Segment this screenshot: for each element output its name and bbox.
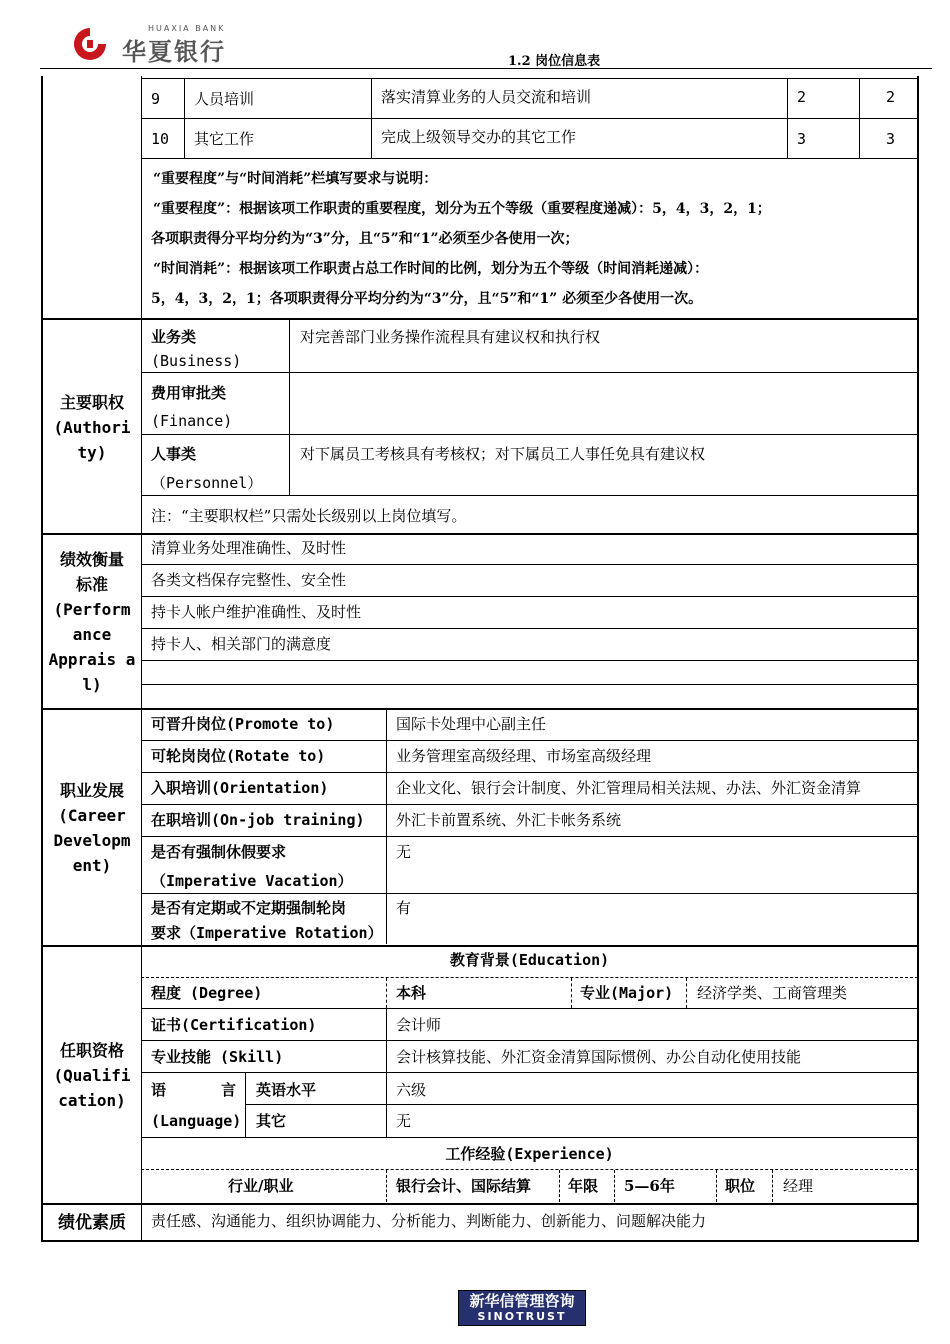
qualification-title-1: 任职资格 [59,1041,124,1060]
authority-title-en-2: ty) [77,443,107,462]
performance-title-5: Apprais a [48,650,136,669]
section-title: 1.2 岗位信息表 [508,54,601,69]
sinotrust-logo-en: SINOTRUST [477,1310,567,1323]
qualification-title-2: (Qualifi [53,1066,131,1085]
degree-value: 本科 [396,984,427,1002]
career-orientation-value: 企业文化、银行会计制度、外汇管理局相关法规、办法、外汇资金清算 [396,779,862,797]
authority-business-value: 对完善部门业务操作流程具有建议权和执行权 [300,328,601,346]
header-rule [40,68,932,69]
duty-no: 10 [151,130,170,148]
career-title-2: (Career [58,806,126,825]
major-label: 专业(Major) [580,984,674,1002]
duty-time: 3 [886,130,896,148]
authority-business-label-en: (Business) [151,352,242,370]
career-promote-value: 国际卡处理中心副主任 [396,715,547,733]
duty-desc: 落实清算业务的人员交流和培训 [381,88,592,106]
performance-title-6: l) [82,675,102,694]
career-vacation-label: 是否有强制休假要求 [151,843,287,861]
performance-item: 各类文档保存完整性、安全性 [151,571,347,589]
authority-finance-label: 费用审批类 [151,384,227,402]
english-label: 英语水平 [256,1081,317,1099]
authority-personnel-value: 对下属员工考核具有考核权；对下属员工人事任免具有建议权 [300,445,706,463]
bank-name-cn: 华夏银行 [122,38,226,66]
career-rotate-value: 业务管理室高级经理、市场室高级经理 [396,747,652,765]
duty-name: 其它工作 [194,130,255,148]
career-vacation-value: 无 [396,843,412,861]
qualification-title-3: cation) [58,1091,126,1110]
english-value: 六级 [396,1081,427,1099]
authority-note: 注：“主要职权栏”只需处长级别以上岗位填写。 [151,507,467,525]
authority-title-en: (Authori [53,418,131,437]
authority-personnel-label: 人事类 [151,445,197,463]
major-value: 经济学类、工商管理类 [697,984,848,1002]
huaxia-logo-icon [70,24,110,64]
bank-name-en: HUAXIA BANK [148,24,226,33]
career-title-1: 职业发展 [59,781,124,800]
duty-importance: 3 [797,130,807,148]
authority-title [43,390,141,465]
cert-label: 证书(Certification) [151,1016,317,1034]
career-title-3: Developm [53,831,131,850]
performance-title-2: 标准 [75,575,108,594]
performance-title-1: 绩效衡量 [59,550,124,569]
career-promote-label: 可晋升岗位(Promote to) [151,715,335,733]
sinotrust-logo [458,1290,586,1326]
career-rotation-label-en: 要求（Imperative Rotation） [151,924,383,942]
career-vacation-label-en: （Imperative Vacation） [151,872,353,890]
other-value: 无 [396,1112,412,1130]
excellence-title: 绩优素质 [58,1213,126,1233]
years-label: 年限 [568,1177,599,1195]
career-orientation-label: 入职培训(Orientation) [151,779,329,797]
language-label-1: 语 [151,1081,167,1099]
authority-title-cn: 主要职权 [59,393,124,412]
cert-value: 会计师 [396,1016,442,1034]
qualification-title [43,1038,141,1113]
language-label-2: 言 [221,1081,237,1099]
excellence-value: 责任感、沟通能力、组织协调能力、分析能力、判断能力、创新能力、问题解决能力 [151,1212,707,1230]
sinotrust-logo-cn: 新华信管理咨询 [469,1292,575,1310]
authority-finance-label-en: (Finance) [151,412,233,430]
experience-header: 工作经验(Experience) [445,1145,614,1163]
other-label: 其它 [256,1112,287,1130]
duty-time: 2 [886,88,896,106]
career-title-4: ent) [72,856,112,875]
note-line: “时间消耗”：根据该项工作职责占总工作时间的比例，划分为五个等级（时间消耗递减）： [153,261,709,277]
performance-item: 持卡人帐户维护准确性、及时性 [151,603,362,621]
skill-value: 会计核算技能、外汇资金清算国际惯例、办公自动化使用技能 [396,1048,802,1066]
duty-no: 9 [151,90,161,108]
industry-value: 银行会计、国际结算 [396,1177,532,1195]
authority-business-label: 业务类 [151,328,197,346]
note-line: “重要程度”：根据该项工作职责的重要程度，划分为五个等级（重要程度递减）：5，4，3，2，1； [153,201,771,217]
performance-item: 清算业务处理准确性、及时性 [151,539,347,557]
note-line: 5，4，3，2，1；各项职责得分平均分约为“3”分，且“5”和“1” 必须至少各使用一次。 [151,291,703,307]
industry-label: 行业/职业 [228,1177,294,1195]
career-rotation-label: 是否有定期或不定期强制轮岗 [151,899,347,917]
duty-importance: 2 [797,88,807,106]
position-label: 职位 [725,1177,756,1195]
duty-name: 人员培训 [194,90,255,108]
career-rotate-label: 可轮岗岗位(Rotate to) [151,747,326,765]
education-header: 教育背景(Education) [449,951,610,969]
position-value: 经理 [783,1177,814,1195]
performance-title-4: ance [72,625,112,644]
degree-label: 程度 (Degree) [151,984,263,1002]
note-line: “重要程度”与“时间消耗”栏填写要求与说明： [153,171,438,187]
career-onjob-value: 外汇卡前置系统、外汇卡帐务系统 [396,811,622,829]
duty-desc: 完成上级领导交办的其它工作 [381,128,577,146]
performance-title [43,547,141,697]
career-title [43,778,141,878]
career-rotation-value: 有 [396,899,412,917]
language-label-en: (Language) [151,1112,242,1130]
performance-title-3: (Perform [53,600,131,619]
note-line: 各项职责得分平均分约为“3”分，且“5”和“1”必须至少各使用一次； [151,231,579,247]
bank-logo [70,24,110,64]
career-onjob-label: 在职培训(On-job training) [151,811,365,829]
skill-label: 专业技能 (Skill) [151,1048,284,1066]
performance-item: 持卡人、相关部门的满意度 [151,635,332,653]
authority-personnel-label-en: （Personnel） [151,474,263,492]
years-value: 5—6年 [624,1177,675,1195]
